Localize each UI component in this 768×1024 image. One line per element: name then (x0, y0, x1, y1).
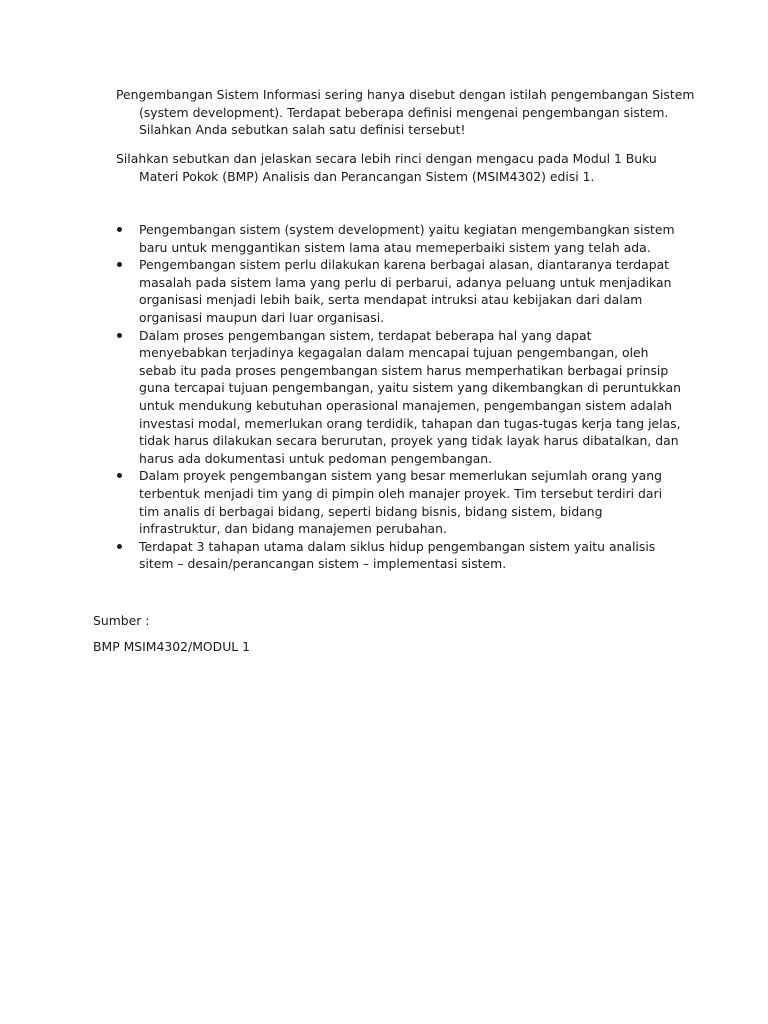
bullet-icon (117, 227, 122, 232)
bullet-item (116, 538, 681, 573)
bullet-icon (117, 473, 122, 478)
bullet-text: Dalam proyek pengembangan sistem yang besar memerlukan sejumlah orang yang terbentuk menjadi tim yang di pimpin oleh manajer proyek. Tim tersebut terdiri dari tim analis di berbagai bidang, seperti bidang bisnis, bidang sistem, bidang infrastruktur, dan bidang manajemen perubahan. (139, 468, 663, 537)
question-paragraph-2: Silahkan sebutkan dan jelaskan secara lebih rinci dengan mengacu pada Modul 1 Buku Materi Pokok (BMP) Analisis dan Perancangan Sistem (MSIM4302) edisi 1. (116, 151, 657, 184)
question-paragraph-1: Pengembangan Sistem Informasi sering hanya disebut dengan istilah pengembangan Sistem (system development). Terdapat beberapa definisi mengenai pengembangan sistem. Silahkan Anda sebutkan salah satu definisi tersebut! (116, 87, 695, 138)
bullet-text: Terdapat 3 tahapan utama dalam siklus hidup pengembangan sistem yaitu analisis sitem – desain/perancangan sistem – implementasi sistem. (139, 538, 656, 572)
bullet-icon (117, 333, 122, 338)
bullet-item (116, 256, 681, 326)
bullet-icon (117, 262, 122, 267)
answer-bullet-list (116, 221, 681, 573)
bullet-text: Pengembangan sistem perlu dilakukan karena berbagai alasan, diantaranya terdapat masalah pada sistem lama yang perlu di perbarui, adanya peluang untuk menjadikan organisasi menjadi lebih baik, serta mendapat intruksi atau kebijakan dari dalam organisasi maupun dari luar organisasi. (139, 257, 672, 325)
bullet-item (116, 327, 681, 468)
bullet-item (116, 221, 681, 256)
bullet-item (116, 467, 681, 537)
bullet-text: Dalam proses pengembangan sistem, terdapat beberapa hal yang dapat menyebabkan terjadinya kegagalan dalam mencapai tujuan pengembangan, oleh sebab itu pada proses pengembangan sistem harus memperhatikan berbagai prinsip guna tercapai tujuan pengembangan, yaitu sistem yang dikembangkan di peruntukkan untuk mendukung kebutuhan operasional manajemen, pengembangan sistem adalah investasi modal, memerlukan orang terdidik, tahapan dan tugas-tugas kerja tang jelas, tidak harus dilakukan secara berurutan, proyek yang tidak layak harus dibatalkan, dan harus ada dokumentasi untuk pedoman pengembangan. (139, 327, 681, 466)
source-label: Sumber : (93, 613, 150, 628)
source-reference: BMP MSIM4302/MODUL 1 (93, 639, 250, 654)
bullet-text: Pengembangan sistem (system development) yaitu kegiatan mengembangkan sistem baru untuk menggantikan sistem lama atau memeperbaiki sistem yang telah ada. (139, 222, 675, 255)
bullet-icon (117, 544, 122, 549)
